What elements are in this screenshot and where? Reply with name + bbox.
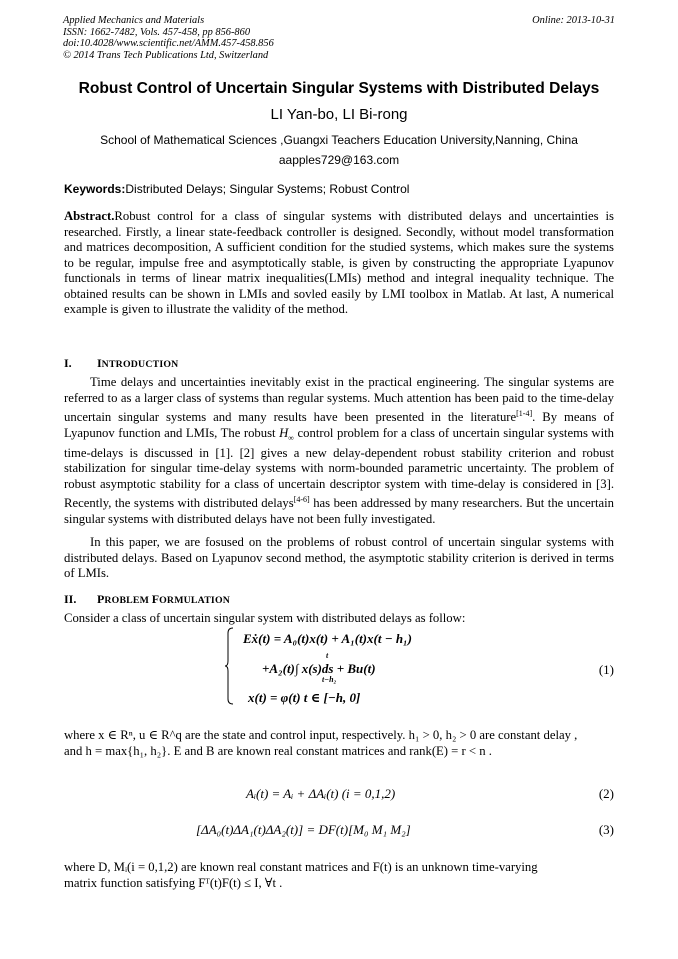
equation-1-line-3: x(t) = φ(t) t ∈ [−h, 0] <box>248 690 361 705</box>
equation-1-line-1: Eẋ(t) = A₀(t)x(t) + A₁(t)x(t − h₁) <box>243 631 412 646</box>
doi-line: doi:10.4028/www.scientific.net/AMM.457-458.856 <box>63 38 274 49</box>
email: aapples729@163.com <box>278 153 400 167</box>
section-title-initial: P <box>97 592 105 606</box>
system-intro: Consider a class of uncertain singular system with distributed delays as follow: <box>64 611 466 625</box>
section-number: II. <box>64 592 77 606</box>
equation-3: [ΔA₀(t)ΔA₁(t)ΔA₂(t)] = DF(t)[M₀ M₁ M₂] <box>196 822 411 837</box>
text-run: . By means of Lyapunov function and LMIs, The robust <box>64 410 614 440</box>
text-line: where x ∈ Rⁿ, u ∈ R^q are the state and control input, respectively. h₁ > 0, h₂ > 0 are constant delay , <box>64 728 578 742</box>
citation: [1-4] <box>516 409 533 418</box>
integral-lower-limit: t−h₂ <box>322 675 337 684</box>
intro-paragraph-2: In this paper, we are fosused on the problems of robust control of uncertain singular systems with distributed delays. Based on Lyapunov second method, the asymptotic stability criterion is derived in terms of LMIs. <box>64 535 614 580</box>
paper-title: Robust Control of Uncertain Singular Systems with Distributed Delays <box>78 80 600 97</box>
header-left <box>63 15 274 61</box>
integral-upper-limit: t <box>326 651 329 660</box>
text-run: control problem for a class of uncertain singular systems with time-delays is discussed in [1]. [2] gives a new delay-dependent robust stability criterion and robust stabilization for singular time-delay systems with norm-bounded parametric uncertainty. The problem of robust asymptotic stability for a class of uncertain descriptor system with time-delay is considered in [3]. Recently, the systems with distributed delays <box>64 425 614 511</box>
abstract <box>64 209 614 318</box>
keywords <box>64 182 409 196</box>
section-title-part: ROBLEM <box>104 595 152 606</box>
online-date: Online: 2013-10-31 <box>532 15 615 26</box>
authors: LI Yan-bo, LI Bi-rong <box>270 106 408 123</box>
keywords-text: Distributed Delays; Singular Systems; Robust Control <box>125 182 410 196</box>
math-subscript: ∞ <box>288 433 294 443</box>
text-line: and h = max{h₁, h₂}. E and B are known real constant matrices and rank(E) = r < n . <box>64 743 492 758</box>
equation-text: +A₂(t)∫ x(s)ds + Bu(t) <box>262 661 376 676</box>
section-title-initial: I <box>97 356 102 370</box>
keywords-label: Keywords: <box>64 182 126 196</box>
intro-paragraph-1 <box>64 375 614 528</box>
text-run: Time delays and uncertainties inevitably exist in the practical engineering. The singular systems are referred to as a larger class of systems than regular systems. Much attention has been paid to the time-delay uncertain singular systems and many results have been presented in the literature <box>64 375 614 425</box>
issn-line: ISSN: 1662-7482, Vols. 457-458, pp 856-860 <box>63 26 251 38</box>
equation-number: (1) <box>598 662 614 677</box>
where-paragraph-2 <box>64 860 614 891</box>
text-line: matrix function satisfying Fᵀ(t)F(t) ≤ I, ∀t . <box>64 875 283 890</box>
text-line: where D, Mᵢ(i = 0,1,2) are known real constant matrices and F(t) is an unknown time-varying <box>64 860 538 874</box>
journal-name: Applied Mechanics and Materials <box>63 15 205 26</box>
affiliation: School of Mathematical Sciences ,Guangxi Teachers Education University,Nanning, China <box>100 133 578 147</box>
equation-number: (2) <box>598 786 614 801</box>
section-heading-2 <box>64 592 230 607</box>
equation-1-line-2 <box>262 651 376 684</box>
abstract-text: Robust control for a class of singular systems with distributed delays and uncertainties is researched. Firstly, a linear state-feedback controller is designed. Secondly, without model transformation and matrices decomposition, A sufficient condition for the studied systems, which makes sure the systems to be regular, impulse free and asymptotically stable, is given by constructing the appropriate Lyapunov functionals in terms of linear matrix inequalities(LMIs) method and integral inequality technique. The obtained results can be shown in LMIs and sovled easily by LMI toolbox in Matlab. At last, A numerical example is given to illustrate the validity of the method. <box>64 209 614 316</box>
text-run: has been addressed by many researchers. But the uncertain singular systems with distributed delays have not been fully investigated. <box>64 496 614 526</box>
abstract-label: Abstract. <box>64 209 115 223</box>
section-title-initial: F <box>151 592 160 606</box>
copyright-line: © 2014 Trans Tech Publications Ltd, Switzerland <box>63 49 269 61</box>
math-symbol: H <box>279 425 289 440</box>
section-title-rest: ORMULATION <box>159 595 231 606</box>
where-paragraph-1 <box>64 728 614 759</box>
left-brace <box>224 627 234 705</box>
section-number: I. <box>64 356 72 370</box>
equation-number: (3) <box>598 822 614 837</box>
section-heading-1 <box>64 356 178 371</box>
citation: [4-6] <box>293 495 310 505</box>
section-title-rest: NTRODUCTION <box>101 359 179 370</box>
equation-2: Aᵢ(t) = Aᵢ + ΔAᵢ(t) (i = 0,1,2) <box>246 786 396 801</box>
